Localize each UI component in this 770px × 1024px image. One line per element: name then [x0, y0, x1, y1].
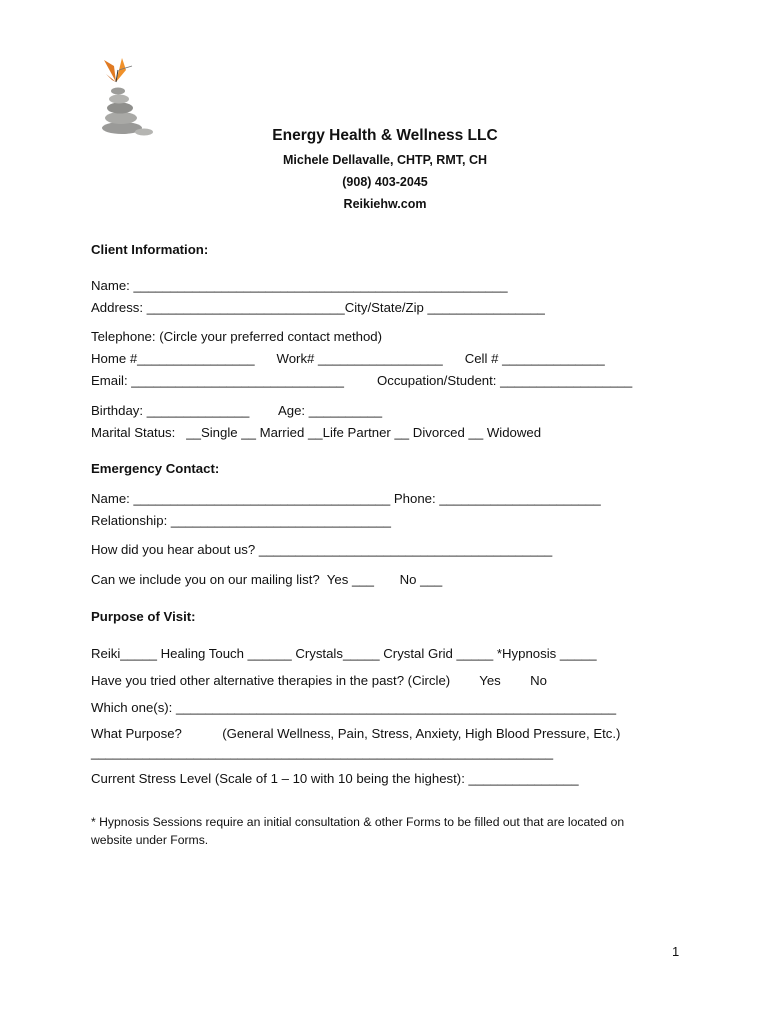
practice-phone: (908) 403-2045 [342, 175, 428, 189]
mailing-list-field[interactable]: Can we include you on our mailing list? Yes ___ No ___ [91, 572, 443, 587]
purpose-blank-line[interactable]: _______________________________________________________________ [91, 745, 554, 760]
what-purpose-field[interactable]: What Purpose? (General Wellness, Pain, Stress, Anxiety, High Blood Pressure, Etc.) [91, 726, 621, 741]
emergency-name-phone-fields[interactable]: Name: ___________________________________ Phone: ______________________ [91, 491, 601, 506]
practice-website: Reikiehw.com [343, 197, 427, 211]
company-name: Energy Health & Wellness LLC [272, 127, 498, 144]
emergency-contact-heading: Emergency Contact: [91, 461, 220, 476]
which-ones-field[interactable]: Which one(s): ____________________________________________________________ [91, 700, 617, 715]
client-name-field[interactable]: Name: ___________________________________________________ [91, 278, 508, 293]
email-occupation-fields[interactable]: Email: _____________________________ Occupation/Student: __________________ [91, 373, 633, 388]
phone-numbers-fields[interactable]: Home #________________ Work# _________________ Cell # ______________ [91, 351, 605, 366]
hypnosis-note-line2: website under Forms. [91, 833, 209, 847]
client-info-heading: Client Information: [91, 242, 209, 257]
stress-level-field[interactable]: Current Stress Level (Scale of 1 – 10 with 10 being the highest): _______________ [91, 771, 579, 786]
referral-source-field[interactable]: How did you hear about us? ________________________________________ [91, 542, 553, 557]
purpose-heading: Purpose of Visit: [91, 609, 196, 624]
modalities-field[interactable]: Reiki_____ Healing Touch ______ Crystals_____ Crystal Grid _____ *Hypnosis _____ [91, 646, 597, 661]
alternative-therapies-question[interactable]: Have you tried other alternative therapies in the past? (Circle) Yes No [91, 673, 547, 688]
practitioner-name: Michele Dellavalle, CHTP, RMT, CH [283, 153, 487, 167]
marital-status-field[interactable]: Marital Status: __Single __ Married __Life Partner __ Divorced __ Widowed [91, 425, 542, 440]
emergency-relationship-field[interactable]: Relationship: ______________________________ [91, 513, 391, 528]
client-address-field[interactable]: Address: ___________________________City/State/Zip ________________ [91, 300, 545, 315]
birthday-age-fields[interactable]: Birthday: ______________ Age: __________ [91, 403, 383, 418]
hypnosis-note-line1: * Hypnosis Sessions require an initial consultation & other Forms to be filled out that are located on [91, 815, 625, 829]
telephone-instruction: Telephone: (Circle your preferred contact method) [91, 329, 382, 344]
page-number: 1 [672, 944, 680, 959]
